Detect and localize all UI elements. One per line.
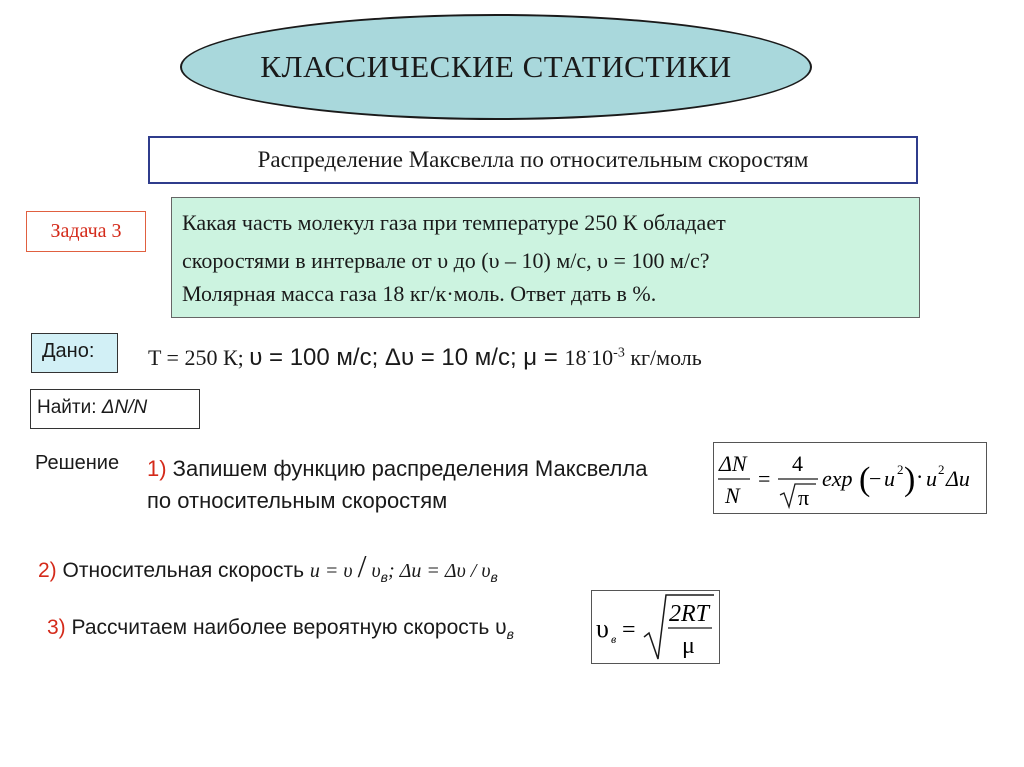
f1-eq: = — [758, 466, 771, 491]
task-line-3: Молярная масса газа 18 кг/к·моль. Ответ дать в %. — [182, 281, 657, 306]
step-3-sub: в — [506, 626, 514, 643]
given-label — [31, 333, 118, 373]
given-mu-dot: · — [586, 345, 592, 361]
step-2-sub: в — [380, 569, 388, 586]
f1-dot: · — [916, 464, 924, 489]
given-temperature: T = 250 К; — [148, 345, 250, 370]
step-2-slash: / — [357, 548, 367, 584]
f2-lhs-sub: в — [611, 632, 617, 646]
given-label-text: Дано: — [42, 340, 95, 362]
step-3-text: Рассчитаем наиболее вероятную скорость υ — [65, 616, 507, 639]
step-1 — [147, 453, 647, 517]
f1-coef-den: π — [798, 485, 810, 510]
step-1-line-1: Запишем функцию распределения Максвелла — [166, 456, 648, 481]
f1-du: Δu — [946, 466, 970, 491]
solution-label: Решение — [35, 452, 120, 474]
f1-u2: u — [926, 466, 937, 491]
f1-lparen: ( — [859, 461, 871, 498]
title-ellipse — [180, 14, 812, 120]
f1-rparen: ) — [904, 461, 916, 498]
task-statement — [171, 197, 920, 318]
task-label-text: Задача 3 — [50, 220, 122, 242]
find-value: ΔN/N — [101, 397, 148, 418]
f1-coef-num: 4 — [792, 451, 803, 476]
page-title: КЛАССИЧЕСКИЕ СТАТИСТИКИ — [260, 49, 732, 84]
step-2-text: Относительная скорость — [56, 559, 310, 582]
step-3-number: 3) — [47, 616, 66, 639]
given-mu-unit: кг/моль — [624, 345, 702, 370]
f1-sq1: 2 — [897, 462, 904, 477]
given-mu-mantissa: 18 — [564, 345, 587, 370]
given-mu-exp: -3 — [613, 345, 625, 361]
step-2 — [38, 548, 498, 585]
f2-num: 2RT — [669, 601, 710, 627]
f2-eq: = — [622, 617, 636, 643]
step-2-formula-b: υ — [366, 560, 381, 582]
step-2-sub-2: в — [490, 569, 498, 586]
step-2-formula-a: u = υ — [309, 560, 358, 582]
f1-den: N — [725, 483, 740, 508]
f1-exp: exp — [822, 466, 853, 491]
step-1-number: 1) — [147, 456, 167, 481]
find-label: Найти: — [37, 397, 102, 418]
given-mu-base: 10 — [591, 345, 614, 370]
find-box — [30, 389, 200, 429]
f1-u1: u — [884, 466, 895, 491]
f2-lhs: υ — [596, 614, 609, 643]
most-probable-velocity-formula — [591, 590, 720, 664]
f1-minus: − — [869, 466, 882, 491]
step-2-number: 2) — [38, 559, 57, 582]
step-2-formula-c: ; Δu = Δυ / υ — [387, 560, 491, 582]
task-line-2: скоростями в интервале от υ до (υ – 10) м/с, υ = 100 м/с? — [182, 248, 710, 273]
task-label — [26, 211, 146, 252]
given-velocity: υ = 100 м/с; Δυ = 10 м/с; μ = — [249, 344, 565, 371]
subtitle-text: Распределение Максвелла по относительным скоростям — [257, 147, 809, 172]
step-3 — [47, 616, 514, 642]
step-1-line-2: по относительным скоростям — [147, 488, 448, 513]
given-values — [148, 344, 702, 372]
maxwell-formula — [713, 442, 987, 514]
f2-den: μ — [682, 633, 695, 659]
subtitle-box — [148, 136, 918, 184]
task-line-1: Какая часть молекул газа при температуре 250 К обладает — [182, 210, 726, 235]
f1-sq2: 2 — [938, 462, 945, 477]
f1-num: ΔN — [719, 451, 747, 476]
